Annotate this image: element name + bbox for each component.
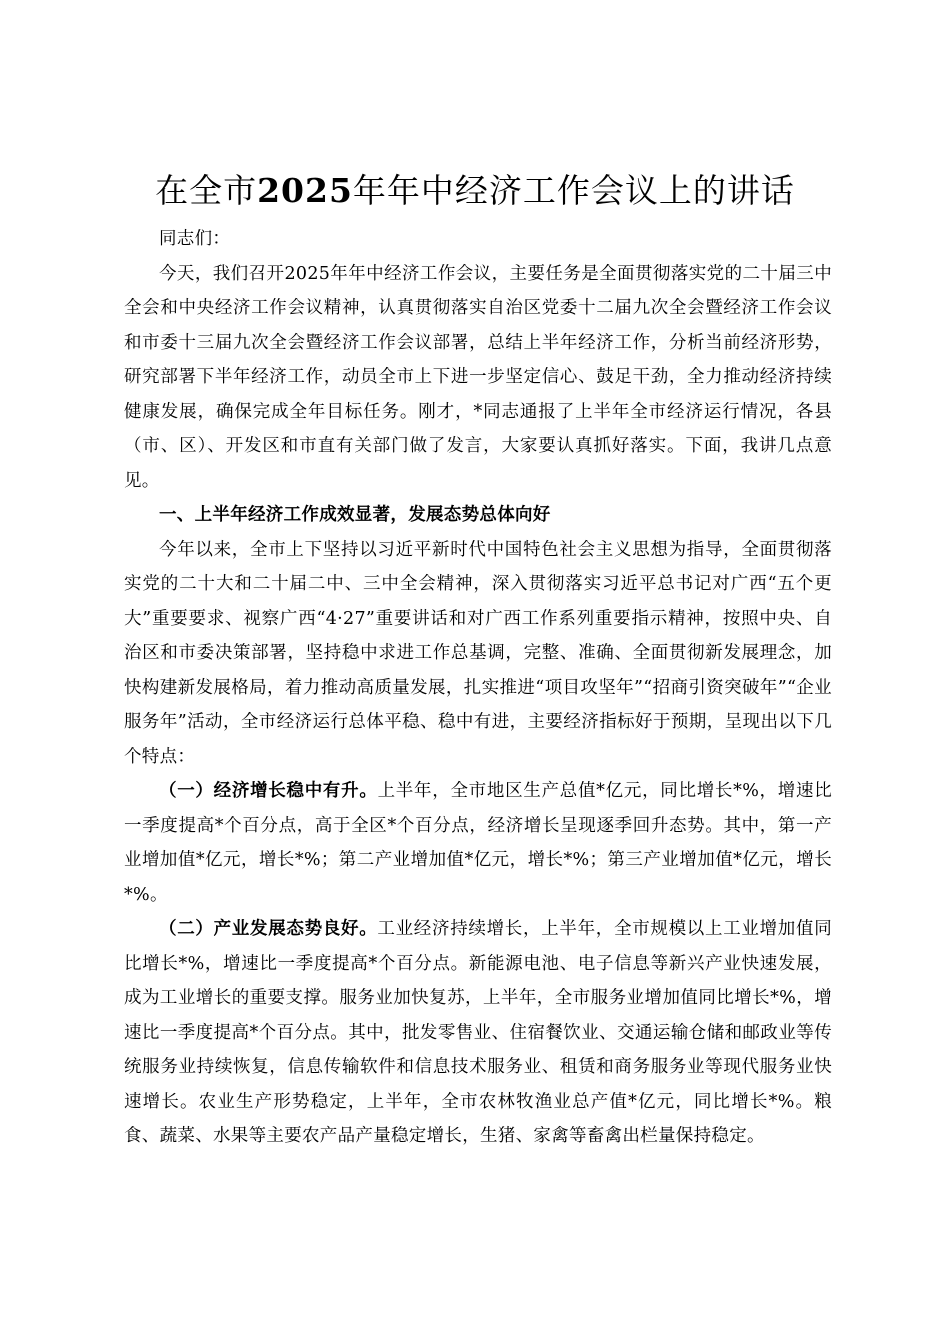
page-title bbox=[120, 168, 830, 214]
salutation: 同志们： bbox=[159, 229, 231, 249]
title-year: 2025 bbox=[257, 171, 353, 210]
title-suffix: 年年中经济工作会议上的讲话 bbox=[352, 171, 795, 210]
section-1-paragraph: 今年以来，全市上下坚持以习近平新时代中国特色社会主义思想为指导，全面贯彻落实党的二十大和二十届二中、三中全会精神，深入贯彻落实习近平总书记对广西“五个更大”重要要求、视察广西“4·27”重要讲话和对广西工作系列重要指示精神，按照中央、自治区和市委决策部署，坚持稳中求进工作总基调，完整、准确、全面贯彻新发展理念，加快构建新发展格局，着力推动高质量发展，扎实推进“项目攻坚年”“招商引资突破年”“企业服务年”活动，全市经济运行总体平稳、稳中有进，主要经济指标好于预期，呈现出以下几个特点： bbox=[124, 539, 832, 767]
intro-paragraph: 今天，我们召开2025年年中经济工作会议，主要任务是全面贯彻落实党的二十届三中全会和中央经济工作会议精神，认真贯彻落实自治区党委十二届九次全会暨经济工作会议和市委十三届九次全会暨经济工作会议部署，总结上半年经济工作，分析当前经济形势，研究部署下半年经济工作，动员全市上下进一步坚定信心、鼓足干劲，全力推动经济持续健康发展，确保完成全年目标任务。刚才，*同志通报了上半年全市经济运行情况，各县（市、区）、开发区和市直有关部门做了发言，大家要认真抓好落实。下面，我讲几点意见。 bbox=[124, 263, 832, 491]
title-prefix: 在全市 bbox=[155, 171, 258, 210]
point-2-paragraph bbox=[124, 912, 832, 1154]
point-2-lead: （二）产业发展态势良好。 bbox=[159, 919, 378, 939]
section-heading-1: 一、上半年经济工作成效显著，发展态势总体向好 bbox=[159, 505, 551, 525]
document-body bbox=[124, 222, 832, 1154]
point-1-paragraph bbox=[124, 774, 832, 912]
point-2-body: 工业经济持续增长，上半年，全市规模以上工业增加值同比增长*%，增速比一季度提高*个百分点。新能源电池、电子信息等新兴产业快速发展，成为工业增长的重要支撑。服务业加快复苏，上半年，全市服务业增加值同比增长*%，增速比一季度提高*个百分点。其中，批发零售业、住宿餐饮业、交通运输仓储和邮政业等传统服务业持续恢复，信息传输软件和信息技术服务业、租赁和商务服务业等现代服务业快速增长。农业生产形势稳定，上半年，全市农林牧渔业总产值*亿元，同比增长*%。粮食、蔬菜、水果等主要农产品产量稳定增长，生猪、家禽等畜禽出栏量保持稳定。 bbox=[124, 919, 832, 1146]
point-1-body: 上半年，全市地区生产总值*亿元，同比增长*%，增速比一季度提高*个百分点，高于全区*个百分点，经济增长呈现逐季回升态势。其中，第一产业增加值*亿元，增长*%；第二产业增加值*亿元，增长*%；第三产业增加值*亿元，增长*%。 bbox=[124, 781, 832, 905]
point-1-lead: （一）经济增长稳中有升。 bbox=[159, 781, 378, 801]
